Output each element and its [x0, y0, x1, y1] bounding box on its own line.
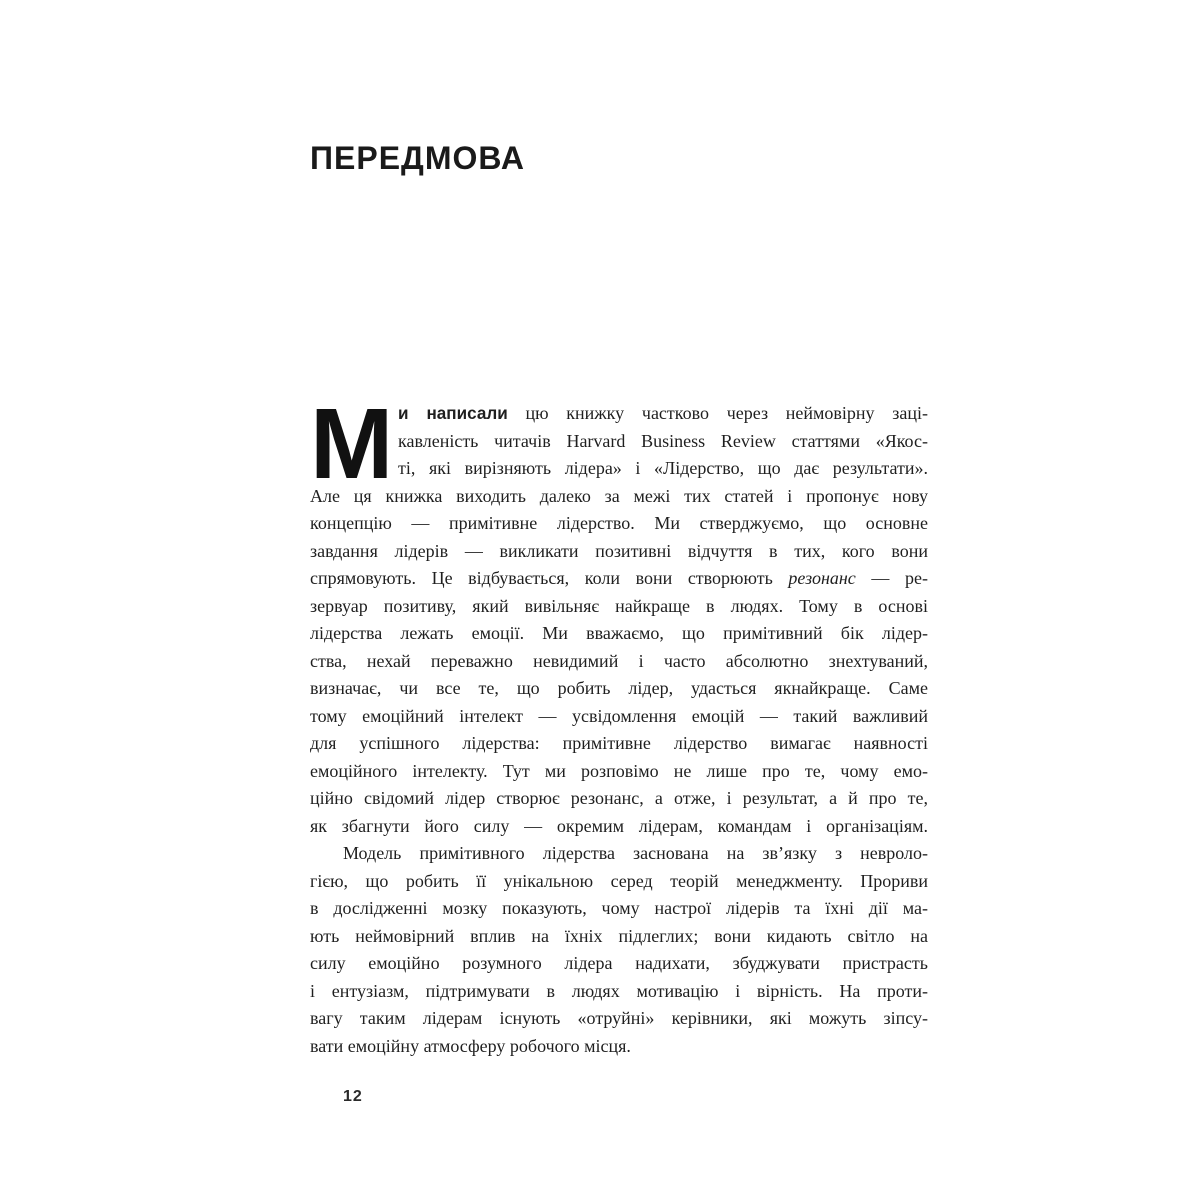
text-line: силу емоційно розумного лідера надихати, збуджувати пристрасть [310, 953, 928, 973]
dropcap-letter: М [310, 388, 394, 500]
text-line: Модель примітивного лідерства заснована на зв’язку з невроло- [343, 843, 928, 863]
page-number: 12 [343, 1088, 363, 1105]
text-line: Але ця книжка виходить далеко за межі тих статей і пропонує нову [310, 485, 928, 506]
text-line: завдання лідерів — викликати позитивні відчуття в тих, кого вони [310, 540, 928, 561]
text-line [398, 400, 928, 428]
text-line: ційно свідомий лідер створює резонанс, а отже, і результат, а й про те, [310, 788, 928, 808]
text-line: кавленість читачів Harvard Business Review статтями «Якос- [398, 430, 928, 451]
dropcap-indent-block [398, 400, 928, 483]
paragraph-1 [310, 388, 929, 840]
text-line: гією, що робить її унікальною серед теорій менеджменту. Прориви [310, 870, 928, 891]
paragraph-2 [310, 840, 928, 1060]
body-text [310, 388, 929, 1060]
text-line: тому емоційний інтелект — усвідомлення емоцій — такий важливий [310, 705, 928, 726]
text-line: ють неймовірний вплив на їхніх підлеглих; вони кидають світло на [310, 925, 928, 946]
text-line: вати емоційну атмосферу робочого місця. [310, 1035, 631, 1056]
text-line: вагу таким лідерам існують «отруйні» керівники, які можуть зіпсу- [310, 1008, 928, 1028]
lead-in-bold-text: и написали [398, 404, 508, 423]
italic-term-rezonans: резонанс [788, 568, 856, 588]
text-segment: цю книжку частково через неймовірну заці- [507, 403, 928, 423]
text-segment: спрямовують. Це відбувається, коли вони створюють [310, 568, 789, 588]
text-line: ства, нехай переважно невидимий і часто абсолютно знехтуваний, [310, 650, 928, 671]
text-line: для успішного лідерства: примітивне лідерство вимагає наявності [310, 733, 928, 753]
text-line: визначає, чи все те, що робить лідер, удасться якнайкраще. Саме [310, 678, 928, 698]
text-line: як збагнути його силу — окремим лідерам, командам і організаціям. [310, 815, 928, 836]
text-line: ті, які вирізняють лідера» і «Лідерство, що дає результати». [398, 458, 928, 478]
text-line: емоційного інтелекту. Тут ми розповімо не лише про те, чому емо- [310, 760, 928, 781]
text-line [310, 565, 928, 593]
text-line: в дослідженні мозку показують, чому настрої лідерів та їхні дії ма- [310, 898, 928, 918]
text-line: і ентузіазм, підтримувати в людях мотивацію і вірність. На проти- [310, 980, 928, 1001]
text-line: зервуар позитиву, який вивільняє найкраще в людях. Тому в основі [310, 595, 928, 616]
text-segment: — ре- [855, 568, 929, 588]
text-line: лідерства лежать емоції. Ми вважаємо, що примітивний бік лідер- [310, 623, 928, 643]
chapter-title: ПЕРЕДМОВА [310, 140, 525, 176]
text-line: концепцію — примітивне лідерство. Ми стверджуємо, що основне [310, 513, 928, 533]
